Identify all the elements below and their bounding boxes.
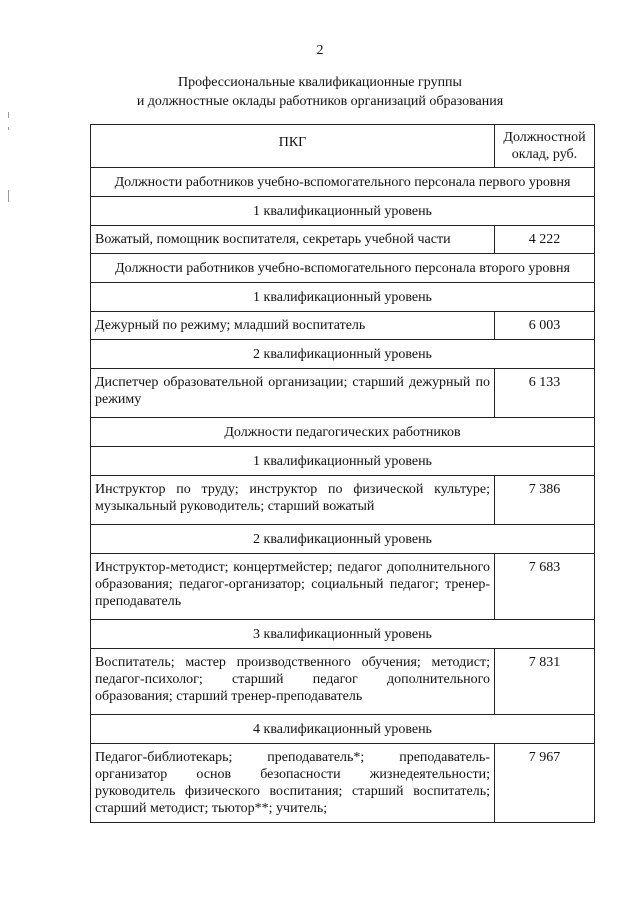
table-header-row bbox=[91, 125, 595, 168]
position-list: Инструктор-методист; концертмейстер; педагог дополнительного образования; педагог-организатор; социальный педагог; тренер-преподаватель bbox=[91, 554, 495, 620]
qualification-level-heading: 1 квалификационный уровень bbox=[91, 447, 595, 476]
section-heading: Должности педагогических работников bbox=[91, 418, 595, 447]
page-number: 2 bbox=[316, 43, 324, 58]
table-row bbox=[91, 369, 595, 418]
position-list: Вожатый, помощник воспитателя, секретарь учебной части bbox=[91, 226, 495, 254]
salary-amount: 7 386 bbox=[495, 476, 595, 525]
document-title-line-1: Профессиональные квалификационные группы bbox=[178, 75, 462, 90]
section-row bbox=[91, 418, 595, 447]
table-row bbox=[91, 554, 595, 620]
position-list: Диспетчер образовательной организации; старший дежурный по режиму bbox=[91, 369, 495, 418]
salary-amount: 7 831 bbox=[495, 649, 595, 715]
qualification-level-heading: 2 квалификационный уровень bbox=[91, 525, 595, 554]
scan-mark bbox=[8, 112, 9, 118]
column-header-salary bbox=[495, 125, 595, 168]
salary-amount: 6 133 bbox=[495, 369, 595, 418]
qualification-level-heading: 1 квалификационный уровень bbox=[91, 197, 595, 226]
qualification-level-heading: 2 квалификационный уровень bbox=[91, 340, 595, 369]
salary-amount: 6 003 bbox=[495, 312, 595, 340]
document-title bbox=[0, 73, 640, 111]
position-list: Инструктор по труду; инструктор по физической культуре; музыкальный руководитель; старший вожатый bbox=[91, 476, 495, 525]
section-heading: Должности работников учебно-вспомогательного персонала второго уровня bbox=[91, 254, 595, 283]
document-title-line-2: и должностные оклады работников организаций образования bbox=[136, 94, 504, 109]
position-list: Педагог-библиотекарь; преподаватель*; преподаватель-организатор основ безопасности жизнедеятельности; руководитель физического воспитания; старший воспитатель; старший методист; тьютор**; учитель; bbox=[91, 744, 495, 823]
table-row bbox=[91, 312, 595, 340]
scan-mark bbox=[8, 127, 9, 130]
section-row bbox=[91, 254, 595, 283]
level-row bbox=[91, 283, 595, 312]
salary-amount: 7 967 bbox=[495, 744, 595, 823]
salary-amount: 4 222 bbox=[495, 226, 595, 254]
qualification-level-heading: 1 квалификационный уровень bbox=[91, 283, 595, 312]
level-row bbox=[91, 447, 595, 476]
column-header-pkg: ПКГ bbox=[91, 125, 495, 168]
level-row bbox=[91, 340, 595, 369]
section-row bbox=[91, 168, 595, 197]
qualification-level-heading: 4 квалификационный уровень bbox=[91, 715, 595, 744]
section-heading: Должности работников учебно-вспомогательного персонала первого уровня bbox=[91, 168, 595, 197]
table-row bbox=[91, 226, 595, 254]
column-header-salary-line-1: Должностной bbox=[503, 130, 586, 145]
salary-amount: 7 683 bbox=[495, 554, 595, 620]
position-list: Дежурный по режиму; младший воспитатель bbox=[91, 312, 495, 340]
table-row bbox=[91, 649, 595, 715]
position-list: Воспитатель; мастер производственного обучения; методист; педагог-психолог; старший педагог дополнительного образования; старший тренер-преподаватель bbox=[91, 649, 495, 715]
table-row bbox=[91, 744, 595, 823]
qualification-level-heading: 3 квалификационный уровень bbox=[91, 620, 595, 649]
table-row bbox=[91, 476, 595, 525]
level-row bbox=[91, 620, 595, 649]
column-header-salary-line-2: оклад, руб. bbox=[511, 147, 578, 162]
level-row bbox=[91, 715, 595, 744]
level-row bbox=[91, 197, 595, 226]
level-row bbox=[91, 525, 595, 554]
scan-mark bbox=[8, 190, 9, 202]
salary-table bbox=[90, 124, 595, 823]
